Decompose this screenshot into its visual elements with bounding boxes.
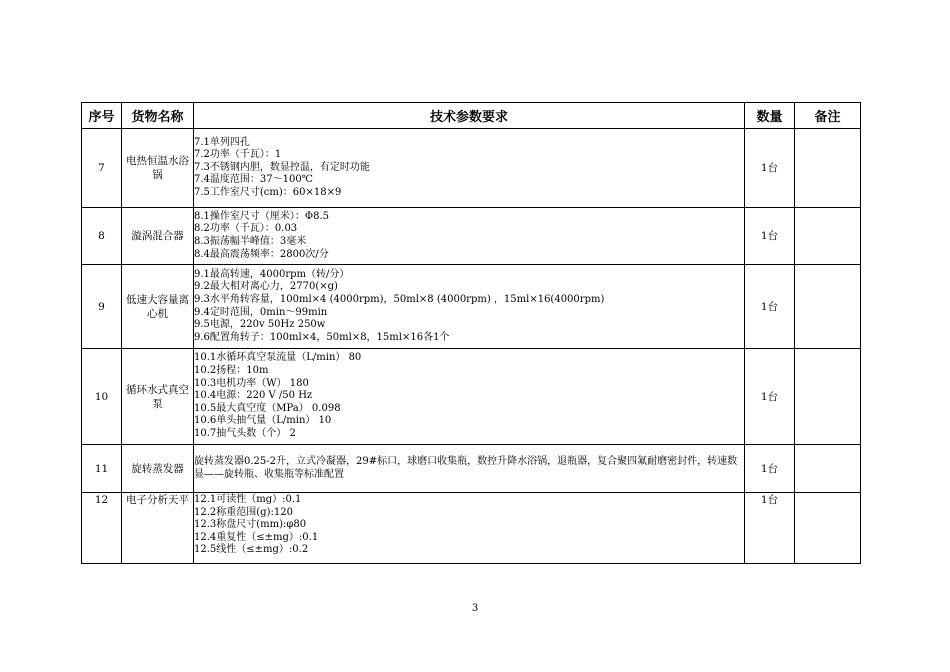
row-qty: 1台	[745, 129, 795, 208]
row-specs	[194, 349, 745, 445]
row-qty: 1台	[745, 208, 795, 265]
spec-line: 9.2最大相对离心力，2770(×g)	[194, 281, 338, 293]
spec-line: 7.3不锈钢内胆，数显控温，有定时功能	[194, 161, 370, 173]
row-no: 12	[82, 493, 122, 564]
table-row	[82, 445, 861, 493]
table-row	[82, 129, 861, 208]
spec-line: 8.1操作室尺寸（厘米）：Φ8.5	[194, 210, 330, 222]
header-no: 序号	[82, 103, 122, 129]
row-note	[795, 445, 861, 493]
header-row	[82, 103, 861, 129]
spec-line: 12.5线性（≤±mg）:0.2	[194, 544, 309, 556]
table-row	[82, 208, 861, 265]
header-specs: 技术参数要求	[194, 103, 745, 129]
spec-line: 10.7抽气头数（个） 2	[194, 427, 296, 439]
row-qty: 1台	[745, 493, 795, 564]
spec-table	[81, 102, 861, 564]
row-no: 8	[82, 208, 122, 265]
row-name: 电热恒温水浴锅	[122, 129, 194, 208]
spec-line: 10.2扬程：10m	[194, 365, 269, 377]
row-specs	[194, 129, 745, 208]
spec-line: 10.6单头抽气量（L/min） 10	[194, 415, 332, 427]
spec-line: 10.4电源：220 V /50 Hz	[194, 390, 313, 402]
row-note	[795, 349, 861, 445]
row-specs	[194, 445, 745, 493]
spec-line: 7.4温度范围：37～100℃	[194, 174, 313, 186]
spec-line: 9.5电源，220v 50Hz 250w	[194, 319, 326, 331]
spec-line: 7.2功率（千瓦）：1	[194, 149, 282, 161]
row-no: 10	[82, 349, 122, 445]
spec-line: 9.4定时范围，0min～99min	[194, 306, 328, 318]
spec-line: 9.1最高转速，4000rpm（转/分）	[194, 268, 350, 280]
header-name: 货物名称	[122, 103, 194, 129]
table-row	[82, 493, 861, 564]
row-specs	[194, 265, 745, 349]
spec-paragraph: 旋转蒸发器0.25-2升，立式冷凝器，29#标口，球磨口收集瓶，数控升降水浴锅，退瓶器，复合聚四氟耐磨密封件，转速数显——旋转瓶、收集瓶等标准配置	[194, 455, 738, 480]
spec-line: 12.4重复性（≤±mg）:0.1	[194, 531, 319, 543]
spec-line: 8.2功率（千瓦）：0.03	[194, 223, 298, 235]
spec-line: 9.6配置角转子：100ml×4，50ml×8，15ml×16各1个	[194, 331, 450, 343]
row-qty: 1台	[745, 349, 795, 445]
row-qty: 1台	[745, 445, 795, 493]
spec-line: 10.5最大真空度（MPa） 0.098	[194, 402, 341, 414]
row-specs	[194, 208, 745, 265]
header-qty: 数量	[745, 103, 795, 129]
header-note: 备注	[795, 103, 861, 129]
row-name: 漩涡混合器	[122, 208, 194, 265]
row-no: 11	[82, 445, 122, 493]
row-note	[795, 493, 861, 564]
spec-line: 8.4最高震荡频率：2800次/分	[194, 248, 329, 260]
row-no: 7	[82, 129, 122, 208]
row-qty: 1台	[745, 265, 795, 349]
spec-line: 12.1可读性（mg）:0.1	[194, 494, 302, 505]
spec-line: 10.1水循环真空泵流量（L/min） 80	[194, 352, 362, 364]
row-specs	[194, 493, 745, 564]
spec-line: 12.2称重范围(g):120	[194, 506, 293, 518]
spec-line: 10.3电机功率（W） 180	[194, 377, 309, 389]
row-note	[795, 129, 861, 208]
row-note	[795, 265, 861, 349]
row-note	[795, 208, 861, 265]
spec-line: 7.1单列四孔	[194, 136, 250, 148]
table-row	[82, 265, 861, 349]
page-number: 3	[471, 603, 479, 614]
row-name: 循环水式真空泵	[122, 349, 194, 445]
row-no: 9	[82, 265, 122, 349]
spec-line: 7.5工作室尺寸(cm)：60×18×9	[194, 186, 342, 198]
row-name: 旋转蒸发器	[122, 445, 194, 493]
row-name: 电子分析天平	[122, 493, 194, 564]
spec-line: 12.3称盘尺寸(mm):φ80	[194, 519, 307, 531]
spec-line: 9.3水平角转容量，100ml×4 (4000rpm)，50ml×8 (4000rpm) ，15ml×16(4000rpm)	[194, 293, 605, 305]
table-row	[82, 349, 861, 445]
row-name: 低速大容量离心机	[122, 265, 194, 349]
spec-line: 8.3振荡幅半峰值：3毫米	[194, 236, 307, 247]
